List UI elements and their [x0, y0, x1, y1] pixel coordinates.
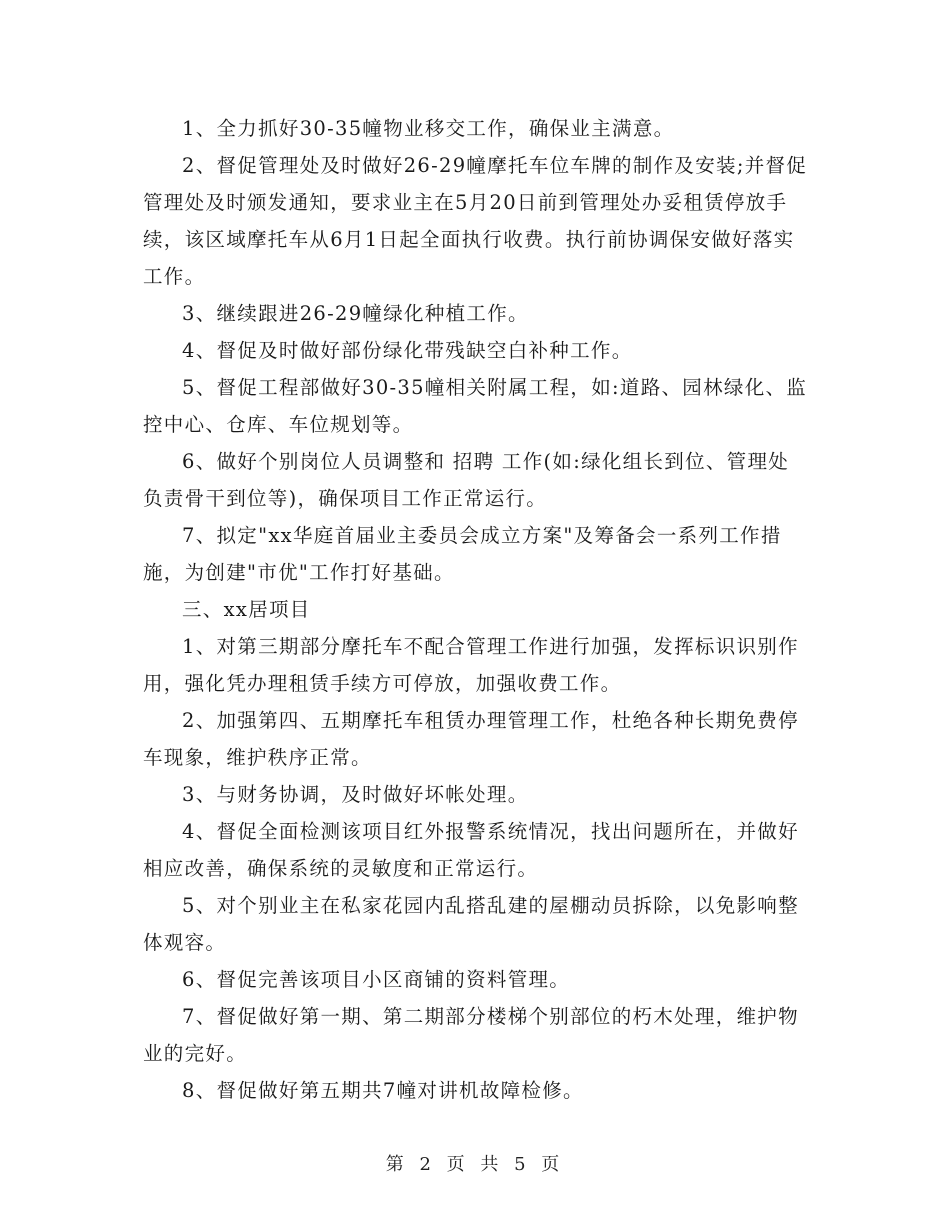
paragraph: 5、督促工程部做好30-35幢相关附属工程，如:道路、园林绿化、监控中心、仓库、车位规划等。 — [143, 376, 808, 436]
paragraph: 7、拟定"xx华庭首届业主委员会成立方案"及筹备会一系列工作措施，为创建"市优"工作打好基础。 — [143, 524, 782, 584]
page-number: 第 2 页 共 5 页 — [385, 1154, 565, 1175]
paragraph: 6、督促完善该项目小区商铺的资料管理。 — [182, 968, 571, 991]
section-heading: 三、xx居项目 — [182, 598, 311, 621]
paragraph: 5、对个别业主在私家花园内乱搭乱建的屋棚动员拆除，以免影响整体观容。 — [143, 894, 799, 954]
paragraph: 7、督促做好第一期、第二期部分楼梯个别部位的朽木处理，维护物业的完好。 — [143, 1005, 799, 1065]
paragraph: 4、督促及时做好部份绿化带残缺空白补种工作。 — [182, 339, 633, 362]
paragraph: 6、做好个别岗位人员调整和 招聘 工作(如:绿化组长到位、管理处负责骨干到位等)，确保项目工作正常运行。 — [143, 450, 790, 510]
paragraph: 3、与财务协调，及时做好坏帐处理。 — [182, 783, 529, 806]
paragraph: 4、督促全面检测该项目红外报警系统情况，找出问题所在，并做好相应改善，确保系统的灵敏度和正常运行。 — [143, 820, 799, 880]
paragraph: 1、对第三期部分摩托车不配合管理工作进行加强，发挥标识识别作用，强化凭办理租赁手续方可停放，加强收费工作。 — [143, 635, 799, 695]
document-body — [143, 110, 808, 1109]
paragraph: 2、督促管理处及时做好26-29幢摩托车位车牌的制作及安装;并督促管理处及时颁发通知，要求业主在5月20日前到管理处办妥租赁停放手续，该区域摩托车从6月1日起全面执行收费。执行前协调保安做好落实工作。 — [143, 154, 808, 288]
paragraph: 8、督促做好第五期共7幢对讲机故障检修。 — [182, 1079, 584, 1102]
paragraph: 2、加强第四、五期摩托车租赁办理管理工作，杜绝各种长期免费停车现象，维护秩序正常。 — [143, 709, 799, 769]
paragraph: 3、继续跟进26-29幢绿化种植工作。 — [182, 302, 529, 325]
paragraph: 1、全力抓好30-35幢物业移交工作，确保业主满意。 — [182, 117, 675, 140]
